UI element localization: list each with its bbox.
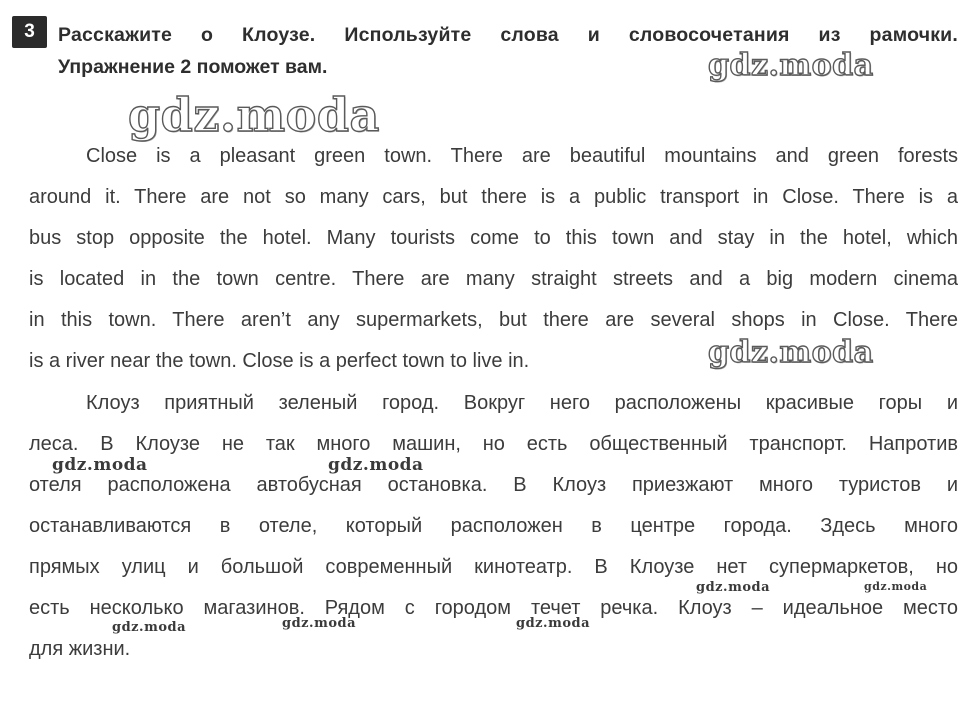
russian-line: прямых улиц и большой современный кинотеатр. В Клоузе нет супермаркетов, но xyxy=(29,556,958,578)
english-line: is a river near the town. Close is a perfect town to live in. xyxy=(29,350,530,372)
task-number-badge: 3 xyxy=(12,16,47,48)
watermark: gdz.moda xyxy=(708,48,874,83)
watermark: gdz.moda xyxy=(128,88,380,142)
watermark: gdz.moda xyxy=(52,455,148,475)
watermark: gdz.moda xyxy=(112,620,187,635)
english-line: is located in the town centre. There are many straight streets and a big modern cinema xyxy=(29,268,958,290)
english-line: bus stop opposite the hotel. Many tourists come to this town and stay in the hotel, which xyxy=(29,227,958,249)
english-line: around it. There are not so many cars, but there is a public transport in Close. There is a xyxy=(29,186,958,208)
watermark: gdz.moda xyxy=(328,455,424,475)
russian-line: Клоуз приятный зеленый город. Вокруг него расположены красивые горы и xyxy=(86,392,958,414)
watermark: gdz.moda xyxy=(516,616,591,631)
russian-line: отеля расположена автобусная остановка. В Клоуз приезжают много туристов и xyxy=(29,474,958,496)
watermark: gdz.moda xyxy=(696,580,771,595)
russian-line: останавливаются в отеле, который расположен в центре города. Здесь много xyxy=(29,515,958,537)
watermark: gdz.moda xyxy=(708,335,874,370)
watermark: gdz.moda xyxy=(864,580,928,593)
russian-line: есть несколько магазинов. Рядом с городом течет речка. Клоуз – идеальное место xyxy=(29,597,958,619)
english-line: in this town. There aren’t any supermarkets, but there are several shops in Close. There xyxy=(29,309,958,331)
watermark: gdz.moda xyxy=(282,616,357,631)
russian-line: для жизни. xyxy=(29,638,131,660)
russian-line: леса. В Клоузе не так много машин, но есть общественный транспорт. Напротив xyxy=(29,433,958,455)
english-paragraph xyxy=(29,136,958,382)
task-instruction-line-2: Упражнение 2 поможет вам. xyxy=(58,56,328,78)
russian-paragraph xyxy=(29,383,958,670)
task-instruction-line-1: Расскажите о Клоузе. Используйте слова и словосочетания из рамочки. xyxy=(58,24,958,46)
task-instruction xyxy=(58,19,958,83)
english-line: Close is a pleasant green town. There are beautiful mountains and green forests xyxy=(86,145,958,167)
